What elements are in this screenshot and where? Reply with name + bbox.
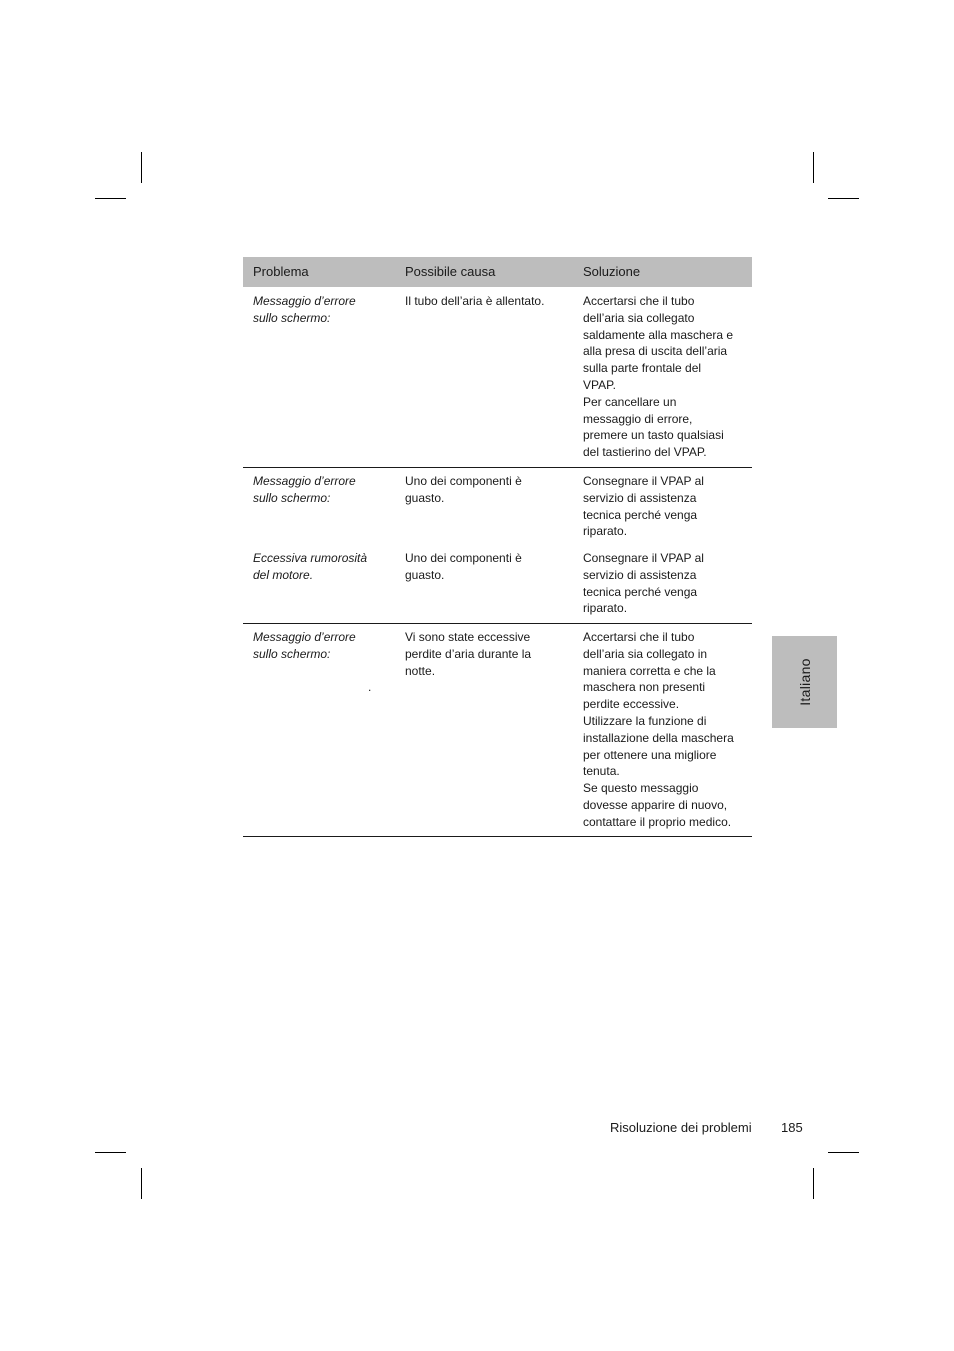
crop-mark bbox=[141, 152, 142, 183]
cause-cell: Vi sono state eccessive perdite d’aria durante la notte. bbox=[405, 630, 532, 678]
crop-mark bbox=[141, 1168, 142, 1199]
crop-mark bbox=[813, 1168, 814, 1199]
header-problem: Problema bbox=[253, 264, 309, 279]
solution-cell: Consegnare il VPAP al servizio di assistenza tecnica perché venga riparato. bbox=[583, 474, 704, 539]
crop-mark bbox=[828, 198, 859, 199]
problem-cell: Messaggio d’errore sullo schermo: bbox=[253, 630, 356, 661]
table-group bbox=[243, 624, 752, 837]
problem-cell: Messaggio d’errore sullo schermo: bbox=[253, 294, 356, 325]
crop-mark bbox=[95, 1152, 126, 1153]
language-tab bbox=[772, 636, 837, 728]
language-tab-label: Italiano bbox=[796, 658, 813, 706]
table-group bbox=[243, 287, 752, 468]
cause-cell: Uno dei componenti è guasto. bbox=[405, 474, 522, 505]
crop-mark bbox=[813, 152, 814, 183]
header-solution: Soluzione bbox=[583, 264, 641, 279]
crop-mark bbox=[828, 1152, 859, 1153]
solution-cell: Consegnare il VPAP al servizio di assistenza tecnica perché venga riparato. bbox=[583, 551, 704, 616]
table-group bbox=[243, 468, 752, 624]
table-header bbox=[243, 257, 752, 287]
cause-cell: Il tubo dell’aria è allentato. bbox=[405, 294, 545, 308]
problem-cell: Eccessiva rumorosità del motore. bbox=[253, 551, 368, 582]
troubleshooting-table bbox=[243, 257, 752, 837]
cause-cell: Uno dei componenti è guasto. bbox=[405, 551, 522, 582]
solution-cell: Accertarsi che il tubo dell’aria sia collegato in maniera corretta e che la maschera non presenti perdite eccessive. Utilizzare la funzione di installazione della maschera per ottenere una migliore tenuta. Se questo messaggio dovesse apparire di nuovo, contattare il proprio medico. bbox=[583, 630, 734, 829]
crop-mark bbox=[95, 198, 126, 199]
problem-cell: Messaggio d’errore sullo schermo: bbox=[253, 474, 356, 505]
header-cause: Possibile causa bbox=[405, 264, 496, 279]
solution-cell: Accertarsi che il tubo dell’aria sia collegato saldamente alla maschera e alla presa di uscita dell’aria sulla parte frontale del VPAP. Per cancellare un messaggio di errore, premere un tasto qualsiasi del tastierino del VPAP. bbox=[583, 294, 734, 460]
footer-section-title: Risoluzione dei problemi bbox=[610, 1120, 752, 1135]
page-number: 185 bbox=[781, 1120, 803, 1135]
stray-mark: . bbox=[368, 680, 372, 694]
